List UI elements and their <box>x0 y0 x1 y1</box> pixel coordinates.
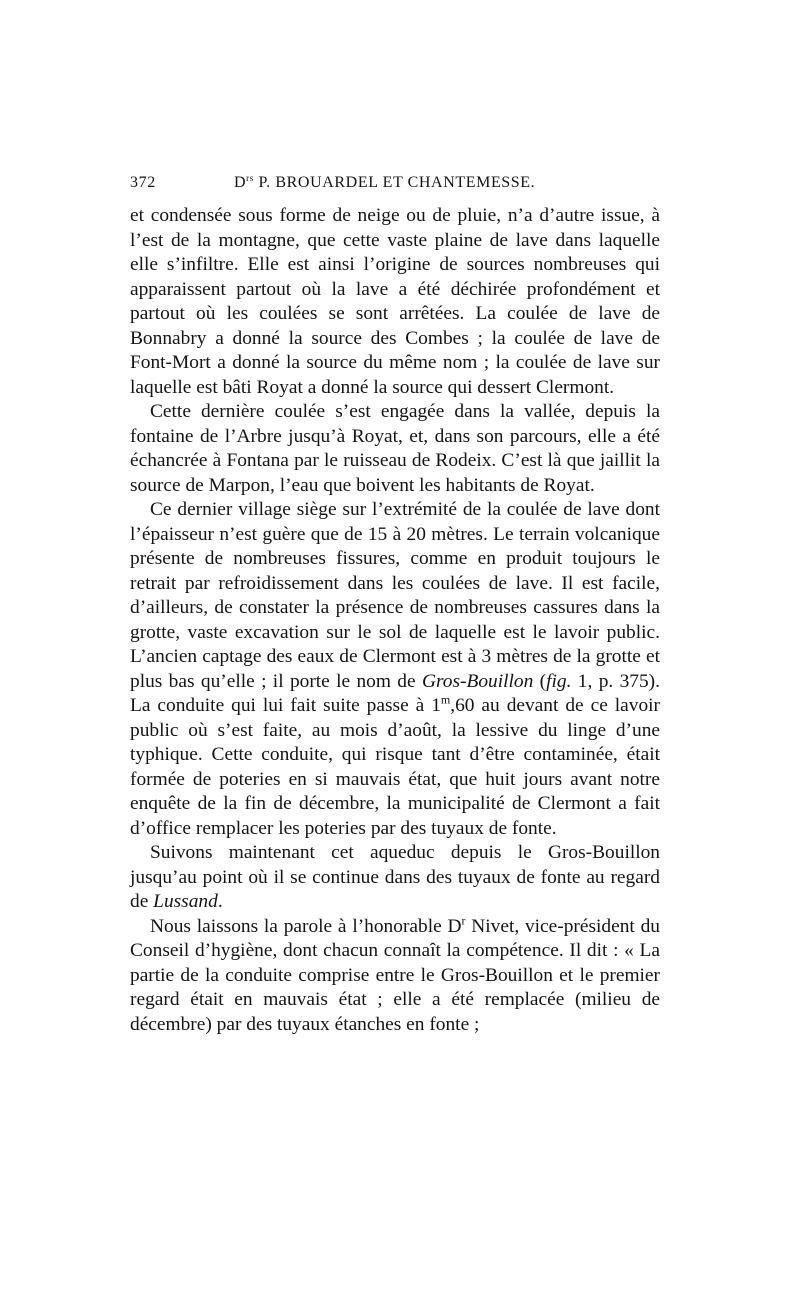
running-head <box>130 174 660 204</box>
paragraph-3-text-b: ( <box>533 670 547 692</box>
doctor-superscript: r <box>461 913 466 928</box>
paragraph-5 <box>130 915 660 1038</box>
running-title <box>234 174 535 192</box>
paragraph-3-text-a: Ce dernier village siège sur l’extrémité de la coulée de lave dont l’épaisseur n’est guère que de 15 à 20 mètres. Le terrain volcanique présente de nombreuses fissures, comme en produit toujours le retrait par refroidissement dans les coulées de lave. Il est facile, d’ailleurs, de constater la présence de nombreuses cassures dans la grotte, vaste excavation sur le sol de laquelle est le lavoir public. L’ancien captage des eaux de Clermont est à 3 mètres de la grotte et plus bas qu’elle ; il porte le nom de <box>130 499 660 692</box>
body-text <box>130 204 660 1037</box>
paragraph-3 <box>130 498 660 841</box>
paragraph-1: et condensée sous forme de neige ou de pluie, n’a d’autre issue, à l’est de la montagne, que cette vaste plaine de lave dans laquelle elle s’infiltre. Elle est ainsi l’origine de sources nombreuses qui apparaissent partout où la lave a été déchirée profondément et partout où les coulées se sont arrêtées. La coulée de lave de Bonnabry a donné la source des Combes ; la coulée de lave de Font-Mort a donné la source du même nom ; la coulée de lave sur laquelle est bâti Royat a donné la source qui dessert Clermont. <box>130 205 660 398</box>
paragraph-2: Cette dernière coulée s’est engagée dans la vallée, depuis la fontaine de l’Arbre jusqu’à Royat, et, dans son parcours, elle a été échancrée à Fontana par le ruisseau de Rodeix. C’est là que jaillit la source de Marpon, l’eau que boivent les habitants de Royat. <box>130 401 660 496</box>
paragraph-4 <box>130 841 660 915</box>
book-page <box>130 174 660 1037</box>
paragraph-5-text-b: Nivet, vice-président du Conseil d’hygiène, dont chacun connaît la compétence. Il dit : « La partie de la conduite comprise entre le Gros-Bouillon et le premier regard était en mauvais état ; elle a été remplacée (milieu de décembre) par des tuyaux étanches en fonte ; <box>130 915 660 1035</box>
paragraph-3-text-d: ,60 au devant de ce lavoir public où s’est faite, au mois d’août, la lessive du linge d’une typhique. Cette conduite, qui risque tant d’être contaminée, était formée de poteries en si mauvais état, que huit jours avant notre enquête de la fin de décembre, la municipalité de Clermont a fait d’office remplacer les poteries par des tuyaux de fonte. <box>130 695 660 839</box>
paragraph-3-text-c: 1, p. 375). La conduite qui lui fait suite passe à 1 <box>130 670 660 716</box>
paragraph-4-text-a: Suivons maintenant cet aqueduc depuis le Gros-Bouillon jusqu’au point où il se continue dans des tuyaux de fonte au regard de <box>130 842 660 912</box>
title-authors: P. BROUARDEL ET CHANTEMESSE. <box>253 174 536 191</box>
lussand-name: Lussand <box>153 891 218 912</box>
metre-superscript: m <box>440 692 451 707</box>
paragraph-4-text-b: . <box>217 891 223 912</box>
title-superscript: rs <box>246 173 254 183</box>
gros-bouillon-name: Gros-Bouillon <box>421 670 534 692</box>
title-prefix: D <box>234 174 247 191</box>
page-number: 372 <box>130 174 156 191</box>
figure-reference: fig. <box>546 670 572 692</box>
paragraph-5-text-a: Nous laissons la parole à l’honorable D <box>150 915 462 937</box>
